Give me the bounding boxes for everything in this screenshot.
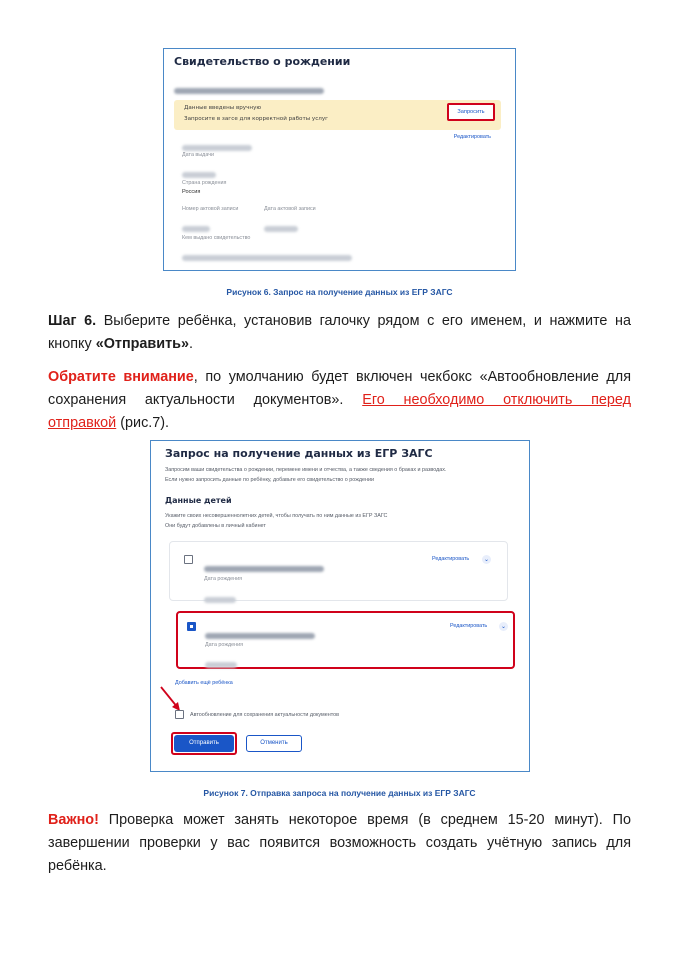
record-date-label: Дата актовой записи xyxy=(264,206,316,212)
add-child-link[interactable]: Добавить ещё ребёнка xyxy=(175,680,233,686)
children-hint-2: Они будут добавлены в личный кабинет xyxy=(165,523,266,529)
send-button-name: «Отправить» xyxy=(95,336,190,352)
disable-autoupdate-note-end: отправкой xyxy=(48,415,117,431)
birth-country-label: Страна рождения xyxy=(182,180,227,186)
warning-text: Запросите в загсе для корректной работы услуг xyxy=(184,116,329,122)
blurred-record-number xyxy=(182,217,210,236)
egr-request-desc-1: Запросим ваши свидетельства о рождении, перемене имени и отчества, а также сведения о браках и разводах. xyxy=(165,467,447,473)
important-line-2: завершении проверки у вас появится возможность создать учётную запись для xyxy=(48,835,631,851)
attention-line-2: сохранения актуальности документов». Его необходимо отключить перед xyxy=(48,392,631,408)
figure-6-screenshot xyxy=(163,48,516,271)
birth-certificate-title: Свидетельство о рождении xyxy=(174,55,351,68)
attention-line-1: Обратите внимание, по умолчанию будет включен чекбокс «Автообновление для xyxy=(48,369,631,385)
autoupdate-checkbox[interactable] xyxy=(175,710,184,719)
attention-paragraph xyxy=(48,366,631,435)
important-line-1: Важно! Проверка может занять некоторое время (в среднем 15-20 минут). По xyxy=(48,812,631,828)
child-1-chevron-down-icon[interactable]: ⌄ xyxy=(483,556,490,563)
disable-autoupdate-note: Его необходимо отключить перед xyxy=(362,392,631,408)
figure-6-caption: Рисунок 6. Запрос на получение данных из ЕГР ЗАГС xyxy=(226,287,453,297)
child-1-checkbox[interactable] xyxy=(184,555,193,564)
blurred-issued-by xyxy=(182,246,352,265)
step-6-line-2: кнопку «Отправить». xyxy=(48,336,194,352)
figure-7-screenshot xyxy=(150,440,530,772)
edit-link[interactable]: Редактировать xyxy=(453,134,491,140)
blurred-record-date xyxy=(264,217,298,236)
child-1-edit-link[interactable]: Редактировать xyxy=(432,556,470,562)
children-hint-1: Укажите своих несовершеннолетних детей, чтобы получать по ним данные из ЕГР ЗАГС xyxy=(165,513,388,519)
child-card-2 xyxy=(176,611,515,669)
autoupdate-label: Автообновление для сохранения актуальности документов xyxy=(190,712,339,718)
child-1-blurred-birth-date xyxy=(204,588,236,607)
request-button[interactable]: Запросить xyxy=(447,103,495,121)
issued-by-label: Кем выдано свидетельство xyxy=(182,235,251,241)
child-2-blurred-birth-date xyxy=(205,653,237,672)
birth-country-value: Россия xyxy=(182,189,201,195)
blurred-name xyxy=(174,79,324,98)
child-1-blurred-name xyxy=(204,557,324,576)
cancel-button[interactable]: Отменить xyxy=(246,735,302,752)
child-2-chevron-down-icon[interactable]: ⌄ xyxy=(500,623,507,630)
child-2-checkbox[interactable] xyxy=(187,622,196,631)
warning-title: Данные введены вручную xyxy=(184,105,262,111)
step-6-paragraph xyxy=(48,310,631,356)
child-1-birth-label: Дата рождения xyxy=(204,576,243,582)
important-paragraph xyxy=(48,809,631,878)
egr-request-title: Запрос на получение данных из ЕГР ЗАГС xyxy=(165,447,433,460)
manual-data-warning xyxy=(174,100,501,130)
children-heading: Данные детей xyxy=(165,496,232,505)
record-number-label: Номер актовой записи xyxy=(182,206,239,212)
step-6-prefix: Шаг 6. xyxy=(48,313,97,329)
attention-prefix: Обратите внимание xyxy=(48,369,194,385)
child-2-blurred-name xyxy=(205,624,315,643)
submit-button[interactable]: Отправить xyxy=(174,735,234,752)
attention-line-3: отправкой (рис.7). xyxy=(48,415,170,431)
submit-highlight xyxy=(171,732,237,755)
child-2-edit-link[interactable]: Редактировать xyxy=(450,623,488,629)
important-prefix: Важно! xyxy=(48,812,99,828)
issue-date-label: Дата выдачи xyxy=(182,152,215,158)
child-2-birth-label: Дата рождения xyxy=(205,642,244,648)
step-6-line-1: Шаг 6. Выберите ребёнка, установив галочку рядом с его именем, и нажмите на xyxy=(48,313,631,329)
figure-7-caption: Рисунок 7. Отправка запроса на получение данных из ЕГР ЗАГС xyxy=(203,788,476,798)
child-card-1 xyxy=(169,541,508,601)
important-line-3: ребёнка. xyxy=(48,858,107,874)
egr-request-desc-2: Если нужно запросить данные по ребёнку, добавьте его свидетельство о рождении xyxy=(165,477,374,483)
red-arrow-icon xyxy=(159,685,183,713)
